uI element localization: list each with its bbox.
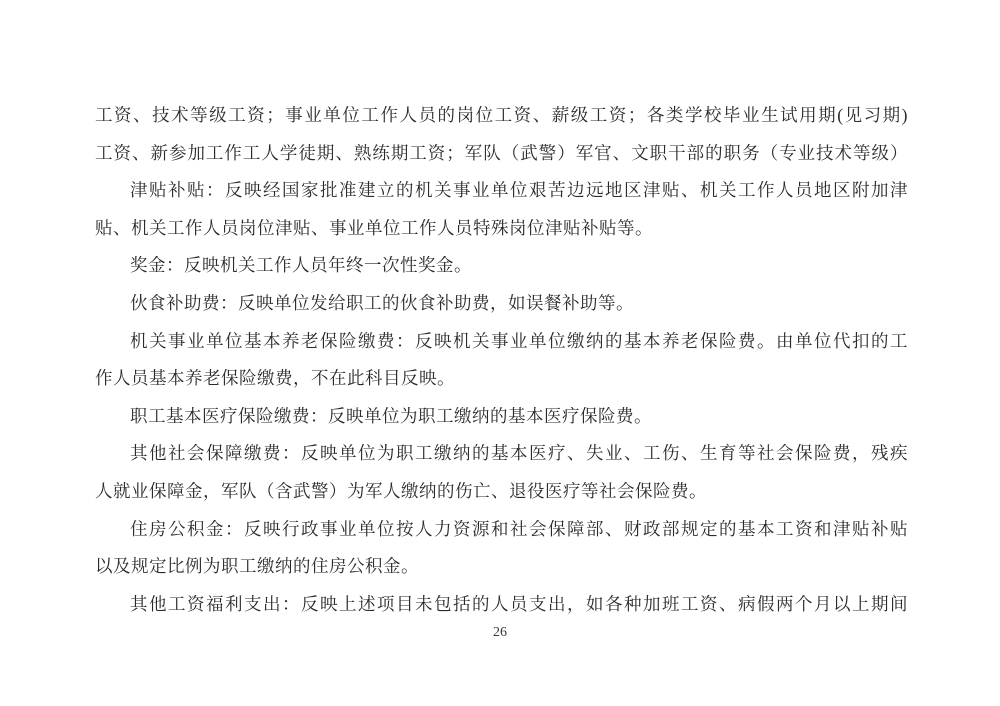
text-line: 作人员基本养老保险缴费，不在此科目反映。: [95, 368, 455, 389]
text-line: 职工基本医疗保险缴费：反映单位为职工缴纳的基本医疗保险费。: [130, 405, 652, 426]
text-line: 津贴补贴：反映经国家批准建立的机关事业单位艰苦边远地区津贴、机关工作人员地区附加津: [130, 180, 908, 201]
text-line: 其他社会保障缴费：反映单位为职工缴纳的基本医疗、失业、工伤、生育等社会保险费，残疾: [130, 443, 908, 464]
text-line: 工资、新参加工作工人学徒期、熟练期工资；军队（武警）军官、文职干部的职务（专业技术等级）: [95, 142, 908, 163]
text-line: 人就业保障金，军队（含武警）为军人缴纳的伤亡、退役医疗等社会保险费。: [95, 480, 707, 501]
text-line: 机关事业单位基本养老保险缴费：反映机关事业单位缴纳的基本养老保险费。由单位代扣的工: [130, 330, 908, 351]
text-line: 工资、技术等级工资；事业单位工作人员的岗位工资、薪级工资；各类学校毕业生试用期(见习期): [95, 105, 908, 125]
page-number: 26: [493, 625, 507, 640]
text-line: 伙食补助费：反映单位发给职工的伙食补助费，如误餐补助等。: [130, 292, 634, 313]
text-line: 其他工资福利支出：反映上述项目未包括的人员支出，如各种加班工资、病假两个月以上期间: [130, 593, 908, 614]
text-line: 以及规定比例为职工缴纳的住房公积金。: [95, 556, 419, 577]
text-line: 住房公积金：反映行政事业单位按人力资源和社会保障部、财政部规定的基本工资和津贴补贴: [130, 518, 908, 539]
text-line: 贴、机关工作人员岗位津贴、事业单位工作人员特殊岗位津贴补贴等。: [95, 217, 653, 238]
text-line: 奖金：反映机关工作人员年终一次性奖金。: [130, 255, 472, 276]
body-text: [95, 97, 908, 623]
